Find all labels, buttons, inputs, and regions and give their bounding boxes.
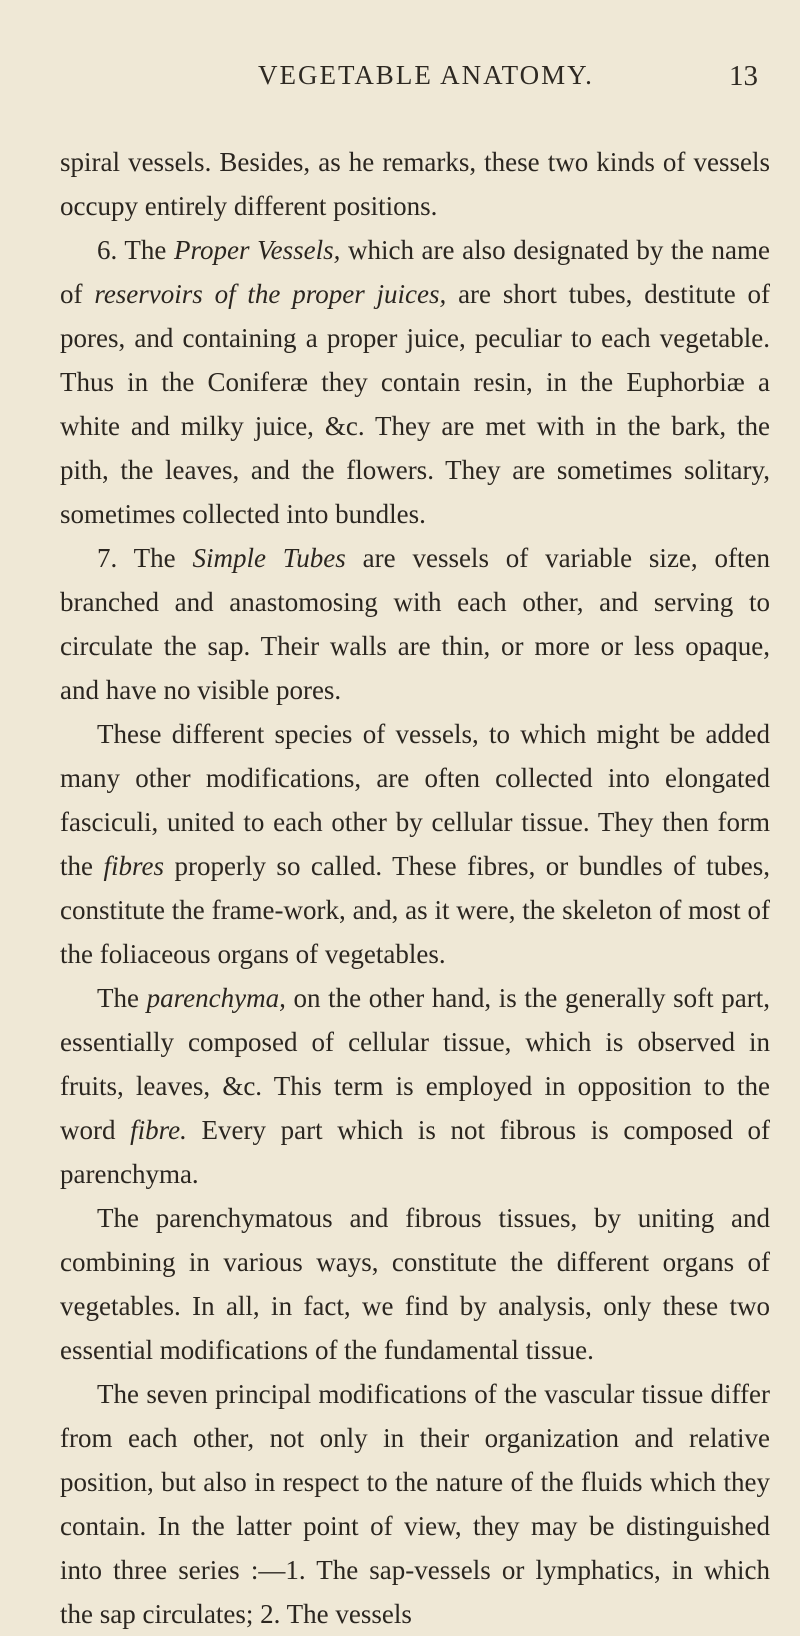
italic-term: fibres [103, 851, 164, 881]
text-segment: properly so called. These fibres, or bundles of tubes, constitute the frame-work, and, as it were, the skeleton of most of the foliaceous organs of vegetables. [60, 851, 770, 969]
text-segment: Every part which is not fibrous is composed of parenchyma. [60, 1115, 770, 1189]
italic-term: parenchyma, [146, 983, 286, 1013]
italic-term: Simple Tubes [192, 543, 346, 573]
paragraph-continuation [60, 140, 770, 228]
text-segment: which are also designated by the name of [60, 235, 771, 309]
text-segment: 7. The [97, 543, 193, 573]
paragraph-proper-vessels [60, 228, 770, 536]
text-segment: The [97, 983, 147, 1013]
italic-term: reservoirs of the proper juices, [94, 279, 447, 309]
page-number: 13 [729, 60, 758, 92]
paragraph-simple-tubes [60, 536, 770, 712]
running-title: VEGETABLE ANATOMY. [258, 60, 594, 90]
italic-term: fibre. [130, 1115, 187, 1145]
paragraph-tissues [60, 1196, 770, 1372]
text-segment: The parenchymatous and fibrous tissues, by uniting and combining in various ways, constitute the different organs of vegetables. In all, in fact, we find by analysis, only these two essential modifications of the fundamental tissue. [60, 1203, 770, 1365]
running-header [0, 60, 800, 100]
italic-term: Proper Vessels, [173, 235, 341, 265]
text-segment: are vessels of variable size, often branched and anastomosing with each other, and serving to circulate the sap. Their walls are thin, or more or less opaque, and have no visible pores. [60, 543, 770, 705]
text-segment: on the other hand, is the generally soft part, essentially composed of cellular tissue, which is observed in fruits, leaves, &c. This term is employed in opposition to the word [60, 983, 770, 1145]
paragraph-fibres [60, 712, 770, 976]
text-segment: spiral vessels. Besides, as he remarks, these two kinds of vessels occupy entirely different positions. [60, 147, 770, 221]
paragraph-parenchyma [60, 976, 770, 1196]
paragraph-vascular-tissue [60, 1372, 770, 1636]
body-text [60, 140, 770, 1636]
text-segment: are short tubes, destitute of pores, and containing a proper juice, peculiar to each vegetable. Thus in the Coniferæ they contain resin, in the Euphorbiæ a white and milky juice, &c. They are met with in the bark, the pith, the leaves, and the flowers. They are sometimes solitary, sometimes collected into bundles. [60, 279, 770, 529]
text-segment: These different species of vessels, to which might be added many other modifications, are often collected into elongated fasciculi, united to each other by cellular tissue. They then form the [60, 719, 770, 881]
text-segment: The seven principal modifications of the vascular tissue differ from each other, not only in their organization and relative position, but also in respect to the nature of the fluids which they contain. In the latter point of view, they may be distinguished into three series :—1. The sap-vessels or lymphatics, in which the sap circulates; 2. The vessels [60, 1379, 770, 1629]
text-segment: 6. The [97, 235, 174, 265]
